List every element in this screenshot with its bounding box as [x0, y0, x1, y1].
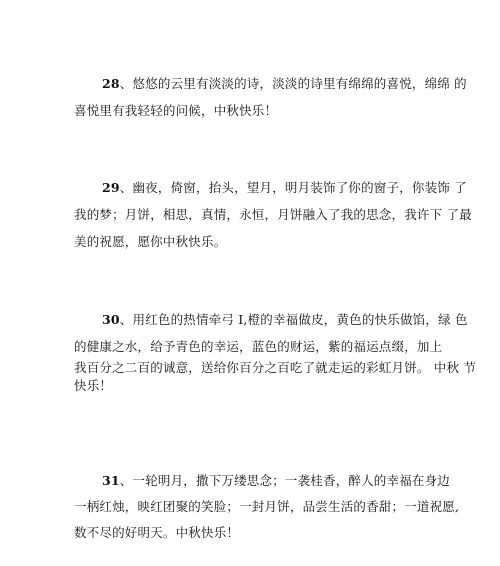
- paragraph-line: 我百分之二百的诚意，送给你百分之百吃了就走运的彩虹月饼。 中秋 节: [74, 360, 477, 375]
- paragraph-line: 我的梦；月饼，相思，真情，永恒，月饼融入了我的思念，我许下 了最: [74, 207, 472, 222]
- paragraph-number: 31: [102, 473, 120, 488]
- paragraph-30: [74, 312, 477, 394]
- paragraph-31: [74, 473, 460, 541]
- paragraph-line: 的健康之水，给予青色的幸运，蓝色的财运，紫的福运点缀，加上: [74, 339, 443, 354]
- paragraph-text: 、悠悠的云里有淡淡的诗，淡淡的诗里有绵绵的喜悦，绵绵 的: [119, 76, 467, 91]
- paragraph-line: 喜悦里有我轻轻的问候，中秋快乐！: [74, 103, 278, 118]
- paragraph-line: 数不尽的好明天。中秋快乐！: [74, 525, 240, 540]
- paragraph-line: [74, 180, 467, 196]
- paragraph-number: 28: [102, 76, 120, 91]
- paragraph-line: [74, 473, 450, 489]
- paragraph-28: [74, 76, 467, 119]
- paragraph-line: 美的祝愿，愿你中秋快乐。: [74, 234, 227, 249]
- paragraph-text: 、用红色的热情牵弓 I,橙的幸福做皮，黄色的快乐做馅，绿 色: [119, 312, 468, 327]
- paragraph-line: [74, 312, 468, 328]
- paragraph-line: 快乐！: [74, 378, 113, 393]
- paragraph-text: 、一轮明月，撒下万缕思念；一袭桂香，醉人的幸福在身边: [119, 473, 450, 488]
- paragraph-text: 、幽夜，倚窗，抬头，望月，明月装饰了你的窗子，你装饰 了: [119, 180, 467, 195]
- paragraph-number: 29: [102, 180, 120, 195]
- paragraph-29: [74, 180, 472, 250]
- paragraph-number: 30: [102, 312, 120, 327]
- paragraph-line: 一柄红烛，映红团聚的笑脸；一封月饼，品尝生活的香甜；一道祝愿,: [74, 499, 460, 514]
- paragraph-line: [74, 76, 467, 92]
